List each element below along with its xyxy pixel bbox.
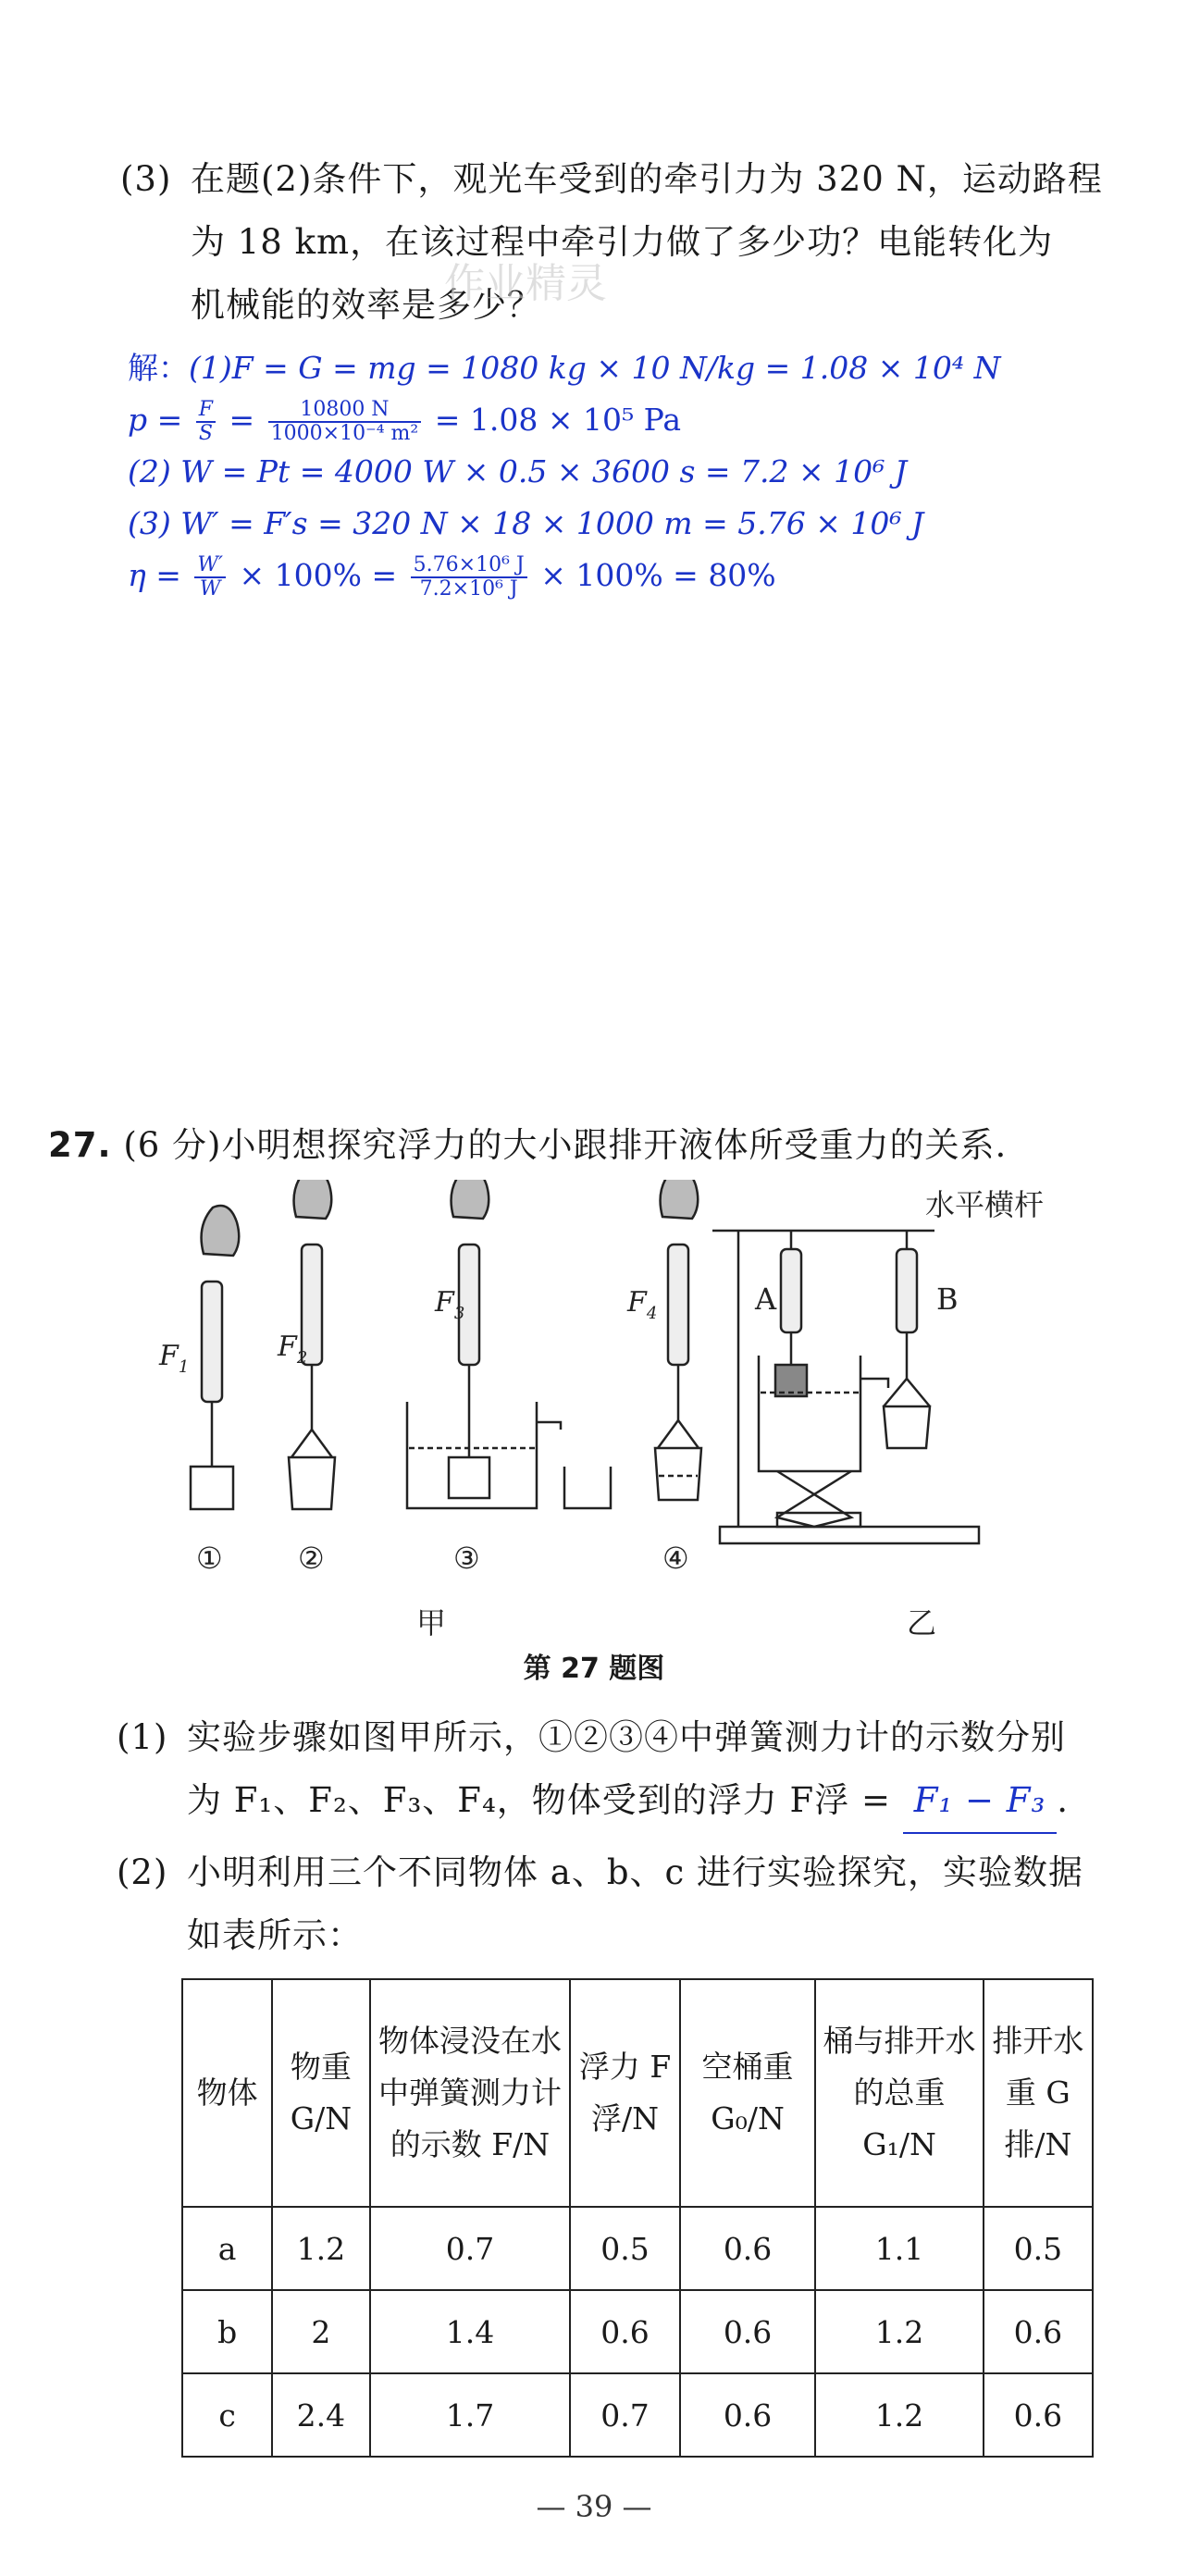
sub-question-1 xyxy=(117,1706,1116,1834)
force-label-f3: $F_3$ xyxy=(435,1286,465,1323)
answer-line-2: p = $\frac{F}{S}$ = $\frac{10800 N}{\text{1000×10⁻⁴ m²}}$ = 1.08 × 10⁵ Pa xyxy=(128,398,682,445)
question-line: 机械能的效率是多少？ xyxy=(191,285,542,325)
table-cell: 1.1 xyxy=(815,2207,983,2290)
spring-label-a: A xyxy=(755,1282,777,1317)
watermark: 作业精灵 xyxy=(444,260,607,307)
table-row xyxy=(182,2373,1093,2457)
force-label-f4: $F_4$ xyxy=(627,1286,658,1323)
table-cell: 0.6 xyxy=(680,2373,816,2457)
figure-caption: 第 27 题图 xyxy=(523,1653,665,1685)
fraction: $\frac{W'}{W}$ xyxy=(194,554,226,601)
question-number: (1) xyxy=(117,1717,168,1757)
question-3 xyxy=(120,148,1110,337)
table-cell: 0.6 xyxy=(680,2290,816,2373)
sub-question-2 xyxy=(117,1841,1116,1967)
table-cell: 1.4 xyxy=(370,2290,571,2373)
table-cell: 0.7 xyxy=(570,2373,679,2457)
question-number: 27. xyxy=(48,1125,112,1165)
table-row xyxy=(182,2290,1093,2373)
question-line: 为 F₁、F₂、F₃、F₄，物体受到的浮力 F浮 = F₁ − F₃ . xyxy=(187,1769,1116,1834)
question-number: (3) xyxy=(120,159,172,199)
question-27-stem xyxy=(48,1114,1007,1177)
table-cell: 0.7 xyxy=(370,2207,571,2290)
table-cell: c xyxy=(182,2373,272,2457)
figure-label-jia: 甲 xyxy=(416,1605,447,1641)
answer-block xyxy=(128,342,1000,601)
table-cell: 0.6 xyxy=(984,2290,1093,2373)
force-label-f1: $F_1$ xyxy=(159,1340,190,1377)
points: (6 分) xyxy=(123,1125,222,1165)
figure-label-1: ① xyxy=(196,1541,223,1576)
figure-label-2: ② xyxy=(298,1541,325,1576)
table-cell: 2 xyxy=(272,2290,369,2373)
experiment-figure xyxy=(139,1180,1083,1661)
table-header-cell: 物体浸没在水中弹簧测力计的示数 F/N xyxy=(370,1979,571,2207)
table-header-row xyxy=(182,1979,1093,2207)
table-cell: 1.2 xyxy=(272,2207,369,2290)
table-header-cell: 浮力 F浮/N xyxy=(570,1979,679,2207)
fraction: $\frac{\text{5.76×10⁶ J}}{\text{7.2×10⁶ J}}$ xyxy=(411,554,527,601)
table-cell: 2.4 xyxy=(272,2373,369,2457)
table-row xyxy=(182,2207,1093,2290)
force-subscript: 3 xyxy=(453,1304,465,1323)
force-subscript: 4 xyxy=(646,1304,658,1323)
table-header-cell: 物体 xyxy=(182,1979,272,2207)
figure-label-4: ④ xyxy=(662,1541,689,1576)
question-line: 如表所示： xyxy=(187,1915,363,1955)
answer-line-1: 解：(1)F = G = mg = 1080 kg × 10 N/kg = 1.08 × 10⁴ N xyxy=(128,350,1001,386)
table-header-cell: 空桶重 G₀/N xyxy=(680,1979,816,2207)
question-line: 实验步骤如图甲所示，①②③④中弹簧测力计的示数分别 xyxy=(187,1717,1066,1757)
answer-fill: F₁ − F₃ xyxy=(903,1769,1058,1834)
table-cell: 1.2 xyxy=(815,2290,983,2373)
question-line: 在题(2)条件下，观光车受到的牵引力为 320 N，运动路程 xyxy=(191,159,1103,199)
force-subscript: 1 xyxy=(178,1357,190,1377)
answer-line-3: (2) W = Pt = 4000 W × 0.5 × 3600 s = 7.2 × 10⁶ J xyxy=(128,453,908,489)
table-cell: 0.5 xyxy=(984,2207,1093,2290)
data-table xyxy=(181,1978,1094,2458)
answer-line-5: η = $\frac{W'}{W}$ × 100% = $\frac{\text{5.76×10⁶ J}}{\text{7.2×10⁶ J}}$ × 100% = 80% xyxy=(128,553,776,601)
table-cell: b xyxy=(182,2290,272,2373)
table-header-cell: 桶与排开水的总重 G₁/N xyxy=(815,1979,983,2207)
question-line: 小明利用三个不同物体 a、b、c 进行实验探究，实验数据 xyxy=(187,1852,1083,1892)
table-cell: 0.6 xyxy=(984,2373,1093,2457)
table-cell: 0.6 xyxy=(680,2207,816,2290)
table-cell: 0.5 xyxy=(570,2207,679,2290)
table-cell: a xyxy=(182,2207,272,2290)
figure-label-3: ③ xyxy=(453,1541,480,1576)
fraction: $\frac{F}{S}$ xyxy=(196,399,216,445)
figure-label-yi: 乙 xyxy=(907,1605,937,1641)
table-cell: 1.2 xyxy=(815,2373,983,2457)
table-header-cell: 排开水重 G排/N xyxy=(984,1979,1093,2207)
answer-line-4: (3) W′ = F′s = 320 N × 18 × 1000 m = 5.76 × 10⁶ J xyxy=(128,505,924,541)
question-number: (2) xyxy=(117,1852,168,1892)
question-line: 为 18 km，在该过程中牵引力做了多少功？电能转化为 xyxy=(191,222,1054,262)
table-cell: 0.6 xyxy=(570,2290,679,2373)
table-cell: 1.7 xyxy=(370,2373,571,2457)
fraction: $\frac{10800 N}{\text{1000×10⁻⁴ m²}}$ xyxy=(268,399,422,445)
force-label-f2: $F_2$ xyxy=(278,1331,308,1368)
spring-label-b: B xyxy=(936,1282,959,1317)
page-number: — 39 — xyxy=(536,2489,652,2524)
table-header-cell: 物重 G/N xyxy=(272,1979,369,2207)
force-subscript: 2 xyxy=(296,1348,308,1368)
stem-text: 小明想探究浮力的大小跟排开液体所受重力的关系. xyxy=(221,1125,1008,1165)
beam-label: 水平横杆 xyxy=(925,1187,1045,1222)
